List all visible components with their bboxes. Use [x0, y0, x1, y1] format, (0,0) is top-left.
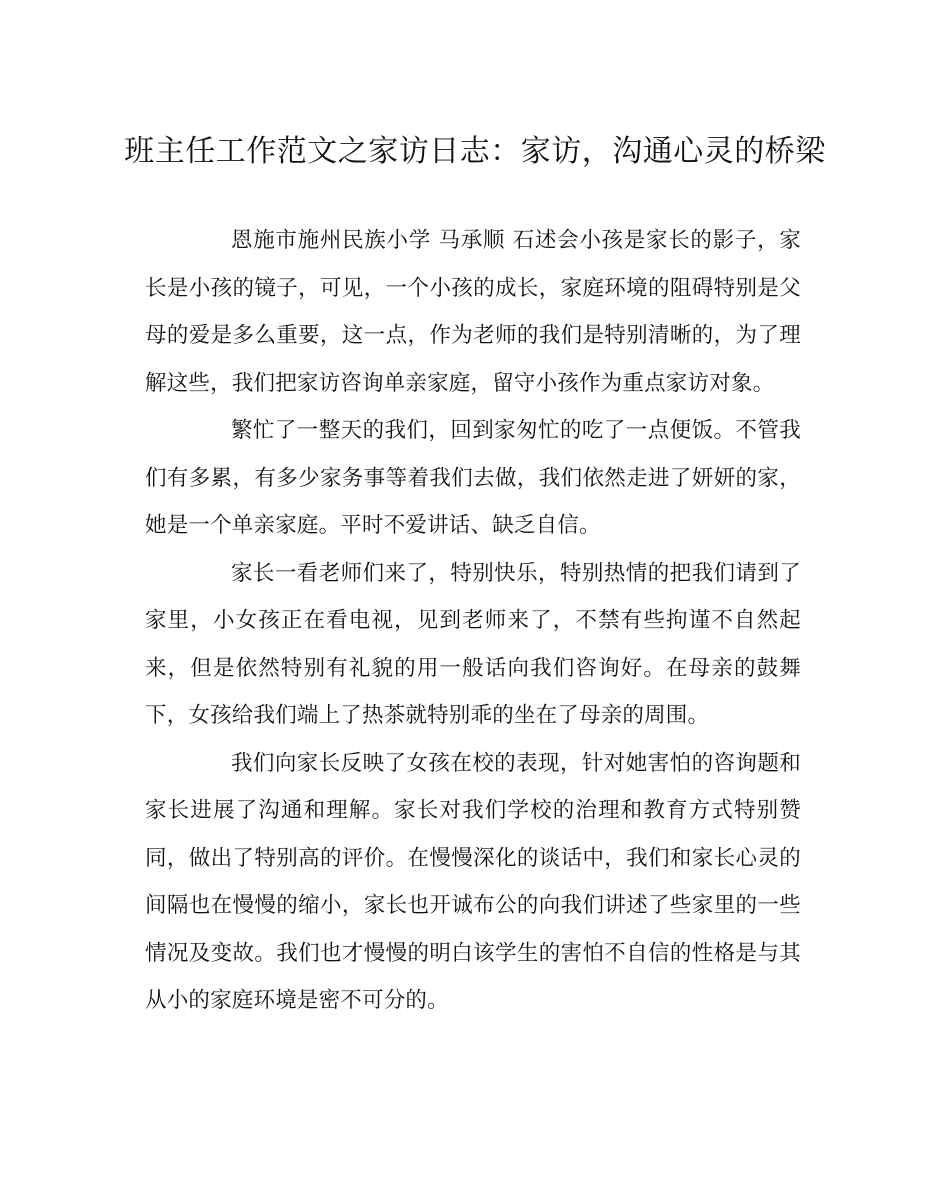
- paragraph-4: 我们向家长反映了女孩在校的表现，针对她害怕的咨询题和家长进展了沟通和理解。家长对我们学校的治理和教育方式特别赞同，做出了特别高的评价。在慢慢深化的谈话中，我们和家长心灵的间隔也在慢慢的缩小，家长也开诚布公的向我们讲述了些家里的一些情况及变故。我们也才慢慢的明白该学生的害怕不自信的性格是与其从小的家庭环境是密不可分的。: [145, 750, 801, 1013]
- document-body: [145, 217, 801, 1025]
- paragraph-1: 恩施市施州民族小学 马承顺 石述会小孩是家长的影子，家长是小孩的镜子，可见，一个小孩的成长，家庭环境的阻碍特别是父母的爱是多么重要，这一点，作为老师的我们是特别清晰的，为了理解这些，我们把家访咨询单亲家庭，留守小孩作为重点家访对象。: [145, 228, 801, 396]
- paragraph-2: 繁忙了一整天的我们，回到家匆忙的吃了一点便饭。不管我们有多累，有多少家务事等着我们去做，我们依然走进了妍妍的家，她是一个单亲家庭。平时不爱讲话、缺乏自信。: [145, 418, 801, 538]
- document-title: 班主任工作范文之家访日志：家访，沟通心灵的桥梁: [124, 134, 826, 169]
- paragraph-3: 家长一看老师们来了，特别快乐，特别热情的把我们请到了家里，小女孩正在看电视，见到老师来了，不禁有些拘谨不自然起来，但是依然特别有礼貌的用一般话向我们咨询好。在母亲的鼓舞下，女孩给我们端上了热茶就特别乖的坐在了母亲的周围。: [145, 560, 801, 728]
